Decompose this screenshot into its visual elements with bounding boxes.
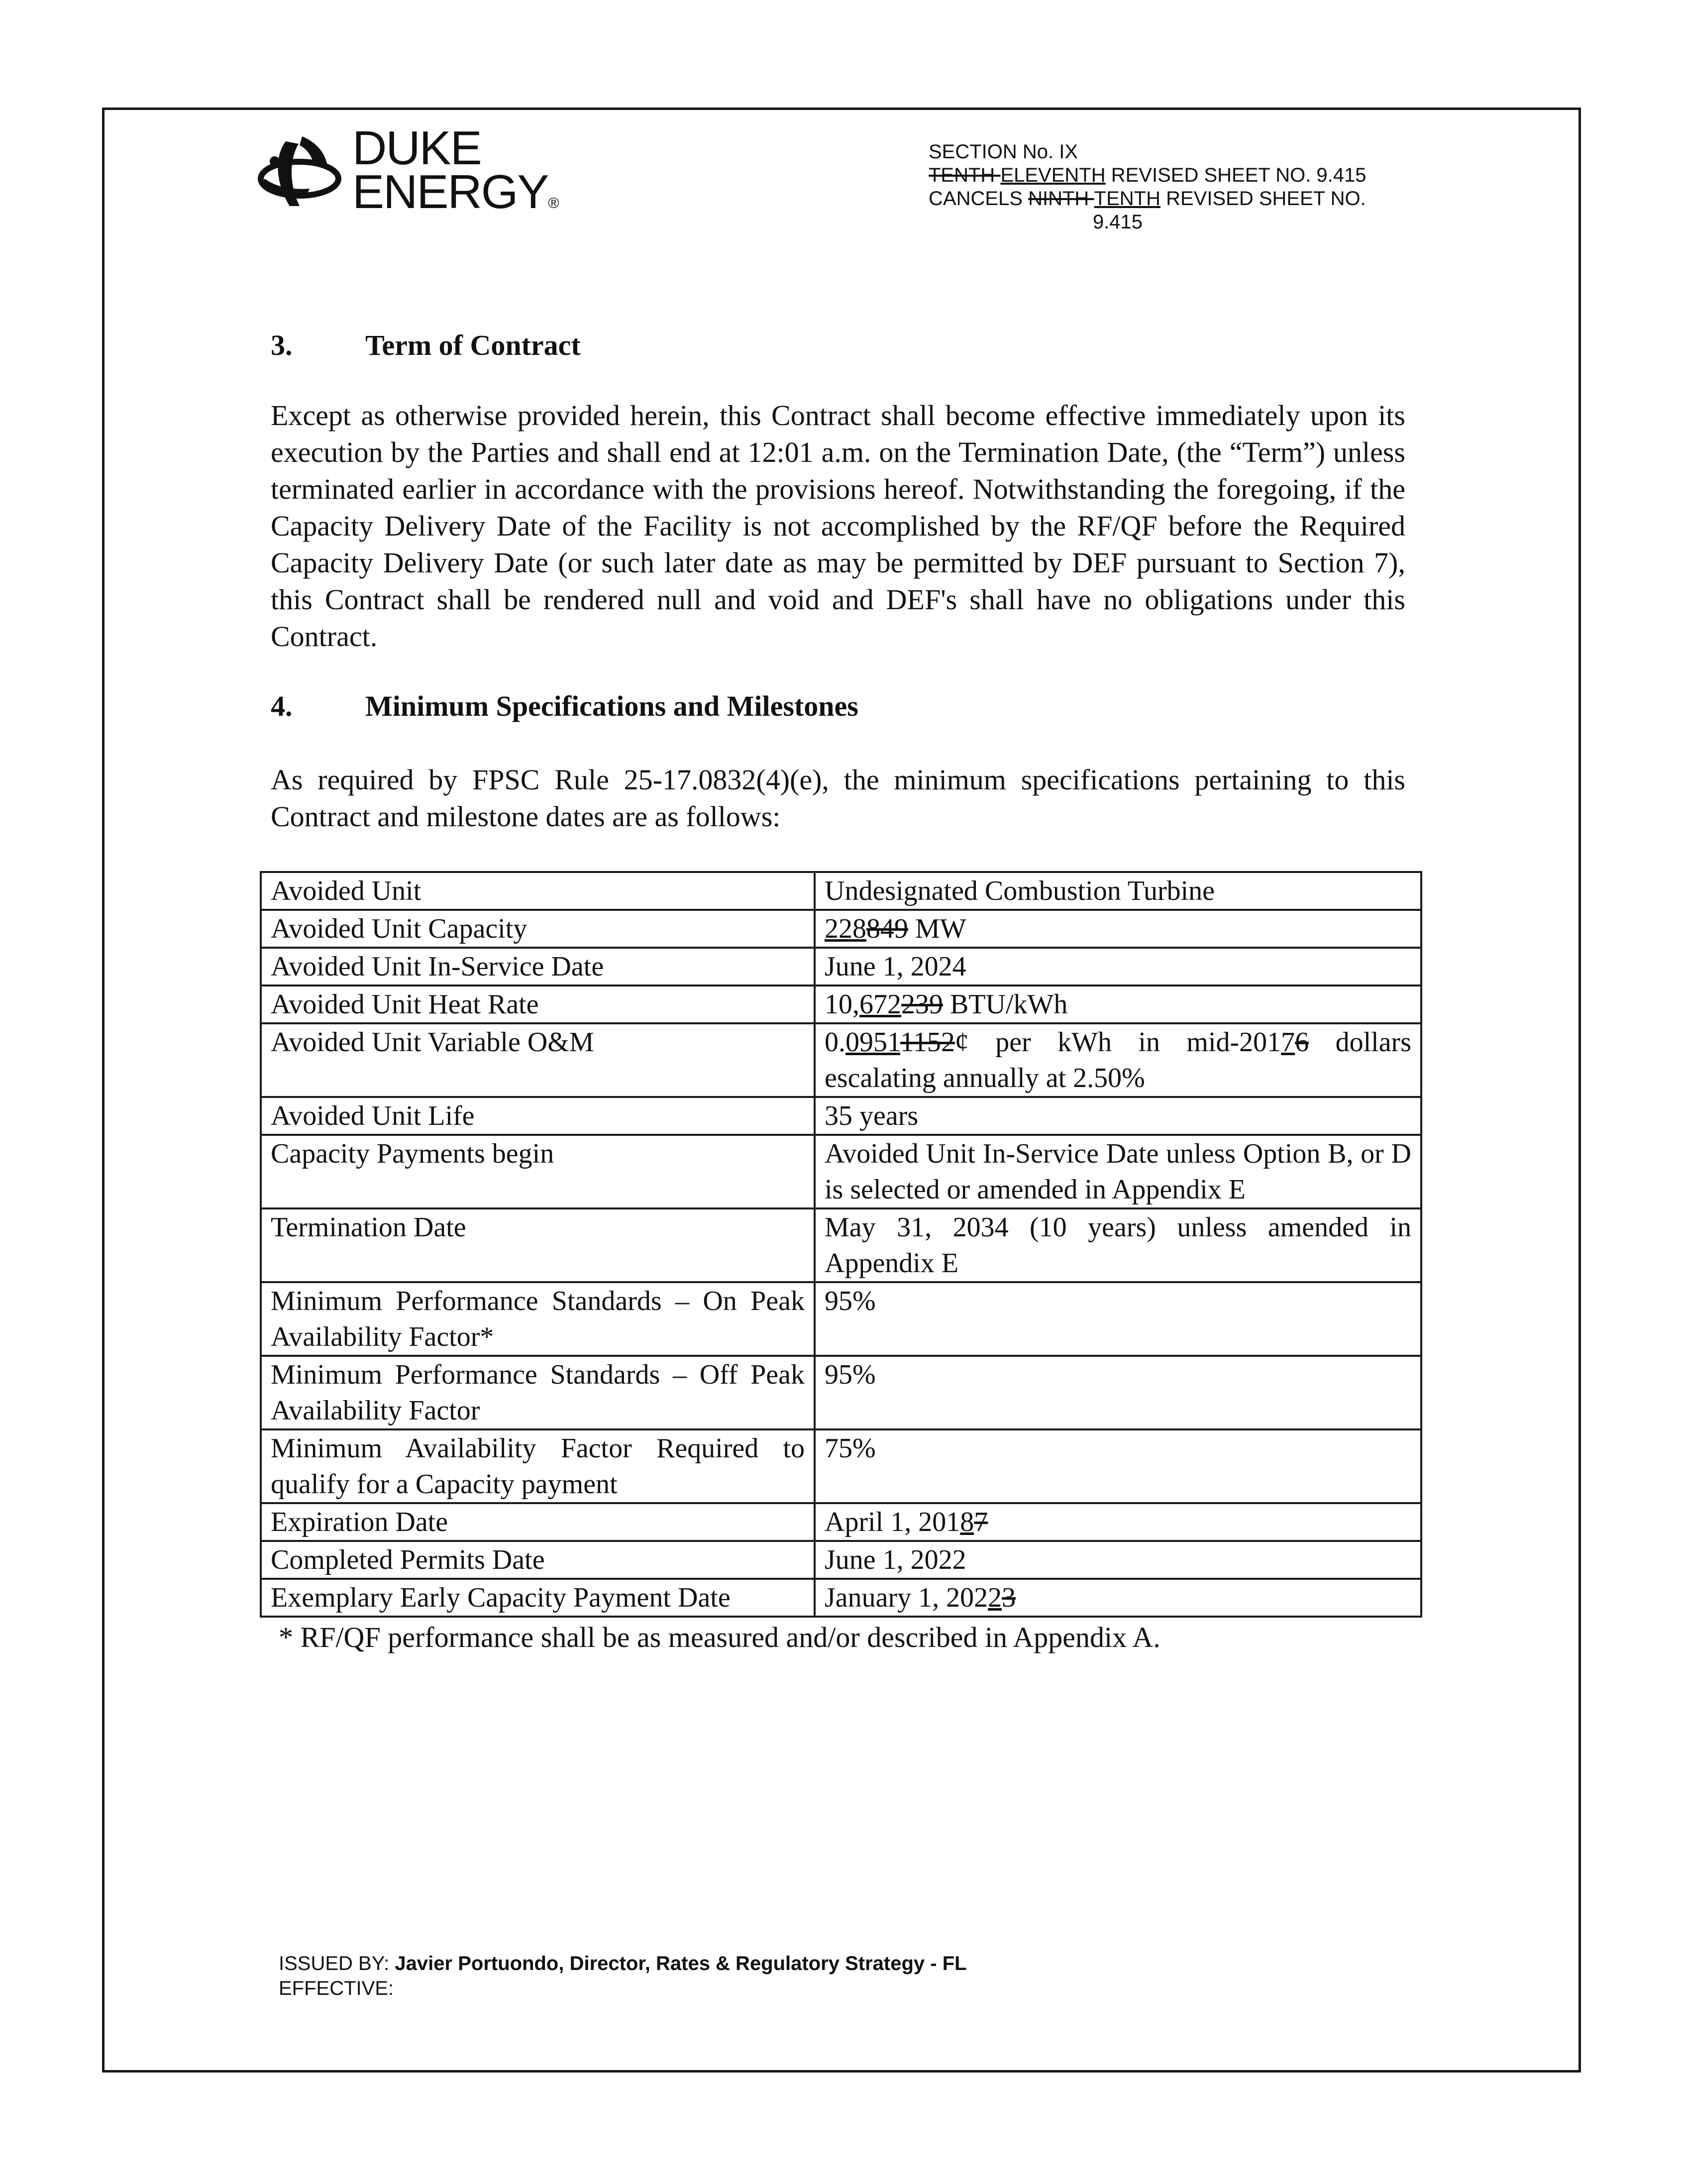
inserted-text: TENTH: [1094, 188, 1160, 210]
cancels-line: [929, 187, 1426, 211]
struck-text: 7: [974, 1507, 988, 1537]
row-label: Avoided Unit In-Service Date: [261, 948, 815, 985]
row-label: Minimum Performance Standards – Off Peak Availability Factor: [261, 1356, 815, 1429]
cancels-sheet-number: 9.415: [1092, 211, 1143, 233]
inserted-text: 8: [960, 1507, 974, 1537]
sheet-header: [929, 140, 1426, 234]
table-footnote: * RF/QF performance shall be as measured and/or described in Appendix A.: [279, 1621, 1160, 1653]
row-value: May 31, 2034 (10 years) unless amended in Appendix E: [815, 1208, 1421, 1282]
issued-by-label: ISSUED BY:: [279, 1953, 395, 1974]
row-label: Termination Date: [261, 1208, 815, 1282]
table-row: [261, 872, 1421, 910]
issued-by-footer: [279, 1951, 967, 2001]
table-row: [261, 1097, 1421, 1135]
table-row: [261, 1429, 1421, 1503]
struck-text: 849: [866, 913, 908, 944]
logo-line-2: ENERGY: [352, 165, 548, 218]
duke-energy-logo: [255, 121, 558, 226]
row-value: 75%: [815, 1429, 1421, 1503]
struck-text: 1152: [900, 1027, 955, 1058]
logo-registered-mark: ®: [548, 195, 558, 212]
value-text: BTU/kWh: [943, 989, 1068, 1020]
table-row: [261, 948, 1421, 985]
effective-label: EFFECTIVE:: [279, 1977, 394, 1999]
row-label: Avoided Unit Heat Rate: [261, 985, 815, 1023]
row-value: [815, 1579, 1421, 1617]
duke-energy-emblem-icon: [255, 131, 344, 216]
value-text: January 1, 202: [825, 1582, 988, 1613]
table-row: [261, 1023, 1421, 1097]
revised-sheet-line: [929, 164, 1426, 187]
row-label: Avoided Unit: [261, 872, 815, 910]
section-title: Minimum Specifications and Milestones: [365, 690, 858, 722]
row-label: Exemplary Early Capacity Payment Date: [261, 1579, 815, 1617]
row-label: Avoided Unit Variable O&M: [261, 1023, 815, 1097]
value-text: 10,: [825, 989, 859, 1020]
specifications-table: [260, 871, 1422, 1618]
row-value: June 1, 2024: [815, 948, 1421, 985]
row-label: Avoided Unit Life: [261, 1097, 815, 1135]
issued-by-value: Javier Portuondo, Director, Rates & Regulatory Strategy - FL: [395, 1953, 967, 1974]
section-4-heading: [271, 689, 858, 723]
row-value: 95%: [815, 1282, 1421, 1356]
row-label: Minimum Performance Standards – On Peak Availability Factor*: [261, 1282, 815, 1356]
value-text: MW: [908, 913, 966, 944]
value-text: dollars escalating annually at 2.50%: [825, 1027, 1411, 1093]
row-value: [815, 1023, 1421, 1097]
section-title: Term of Contract: [365, 329, 581, 361]
struck-text: 239: [901, 989, 943, 1020]
row-value: [815, 985, 1421, 1023]
inserted-text: 2: [988, 1582, 1002, 1613]
section-4-body: As required by FPSC Rule 25-17.0832(4)(e), the minimum specifications pertaining to this Contract and milestone dates are as follows:: [271, 764, 1405, 833]
row-label: Minimum Availability Factor Required to qualify for a Capacity payment: [261, 1429, 815, 1503]
logo-line-1: DUKE: [352, 121, 481, 175]
row-value: 35 years: [815, 1097, 1421, 1135]
value-text: April 1, 201: [825, 1507, 960, 1537]
row-label: Completed Permits Date: [261, 1541, 815, 1579]
table-row: [261, 1208, 1421, 1282]
table-row: [261, 1135, 1421, 1208]
table-row: [261, 910, 1421, 948]
table-row: [261, 1356, 1421, 1429]
inserted-text: 0951: [845, 1027, 900, 1058]
row-value: [815, 1503, 1421, 1541]
cancels-sheet-text: REVISED SHEET NO.: [1160, 188, 1366, 210]
table-row: [261, 1282, 1421, 1356]
row-value: [815, 910, 1421, 948]
row-value: 95%: [815, 1356, 1421, 1429]
table-row: [261, 1503, 1421, 1541]
struck-text: 3: [1002, 1582, 1016, 1613]
section-number: 3.: [271, 329, 293, 361]
section-3-heading: [271, 328, 581, 362]
inserted-text: ELEVENTH: [1000, 164, 1106, 186]
section-number: SECTION No. IX: [929, 141, 1078, 163]
table-row: [261, 1579, 1421, 1617]
row-label: Capacity Payments begin: [261, 1135, 815, 1208]
struck-text: 6: [1295, 1027, 1309, 1058]
cancels-label: CANCELS: [929, 188, 1029, 210]
row-value: Avoided Unit In-Service Date unless Option B, or D is selected or amended in Appendix E: [815, 1135, 1421, 1208]
section-number: 4.: [271, 690, 293, 722]
value-text: 0.: [825, 1027, 845, 1058]
section-3-body: Except as otherwise provided herein, this Contract shall become effective immediately upon its execution by the Parties and shall end at 12:01 a.m. on the Termination Date, (the “Term”) unless terminated earlier in accordance with the provisions hereof. Notwithstanding the foregoing, if the Capacity Delivery Date of the Facility is not accomplished by the RF/QF before the Required Capacity Delivery Date (or such later date as may be permitted by DEF pursuant to Section 7), this Contract shall be rendered null and void and DEF's shall have no obligations under this Contract.: [271, 399, 1405, 653]
struck-text: NINTH: [1028, 188, 1094, 210]
table-row: [261, 1541, 1421, 1579]
sheet-number-text: REVISED SHEET NO. 9.415: [1105, 164, 1367, 186]
struck-text: TENTH: [929, 164, 1001, 186]
row-label: Expiration Date: [261, 1503, 815, 1541]
row-value: Undesignated Combustion Turbine: [815, 872, 1421, 910]
inserted-text: 7: [1281, 1027, 1295, 1058]
row-label: Avoided Unit Capacity: [261, 910, 815, 948]
inserted-text: 672: [859, 989, 901, 1020]
inserted-text: 228: [825, 913, 866, 944]
table-row: [261, 985, 1421, 1023]
value-text: ¢ per kWh in mid-201: [954, 1027, 1281, 1058]
row-value: June 1, 2022: [815, 1541, 1421, 1579]
